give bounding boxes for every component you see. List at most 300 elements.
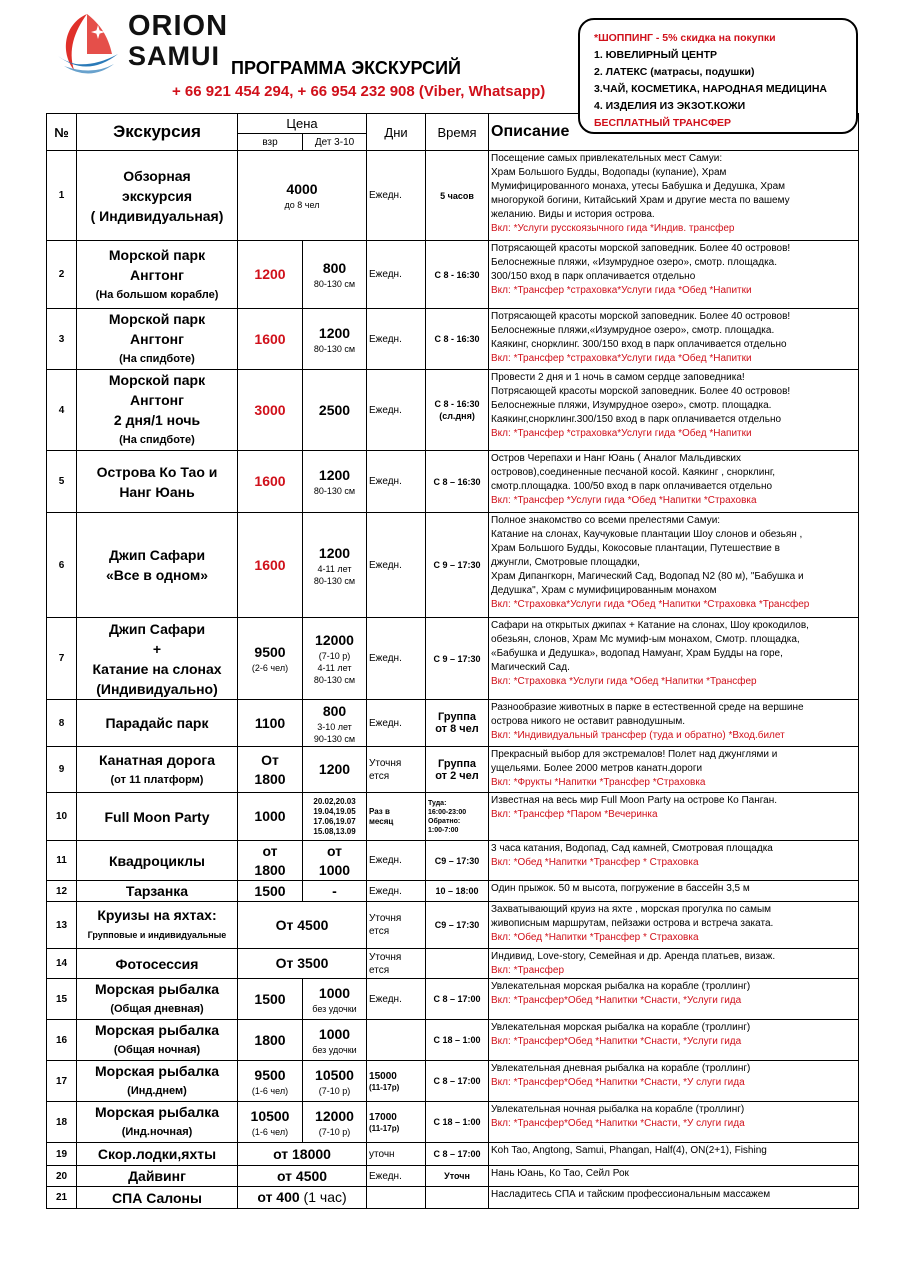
table-row [47, 309, 859, 370]
excursion-subtitle: (На спидботе) [119, 353, 195, 365]
description-line: Сафари на открытых джипах + Катание на слонах, Шоу крокодилов, [491, 620, 809, 631]
excursion-name [77, 841, 238, 881]
excursion-name [77, 1143, 238, 1166]
price-merged [238, 949, 367, 979]
price-child [303, 841, 367, 881]
description-cell [489, 513, 859, 618]
party-date: 17.06,19.07 [313, 816, 356, 826]
description-cell [489, 1020, 859, 1061]
description-line: Увлекательная дневная рыбалка на корабле (троллинг) [491, 1063, 751, 1074]
time-value: (сл.дня) [439, 411, 475, 421]
description-line: Полное знакомство со всеми прелестями Самуи: [491, 515, 721, 526]
days-cell [367, 451, 426, 513]
contact-phones: + 66 921 454 294, + 66 954 232 908 (Viber, Whatsapp) [172, 83, 546, 100]
description-line: джунгли, Смотровые площадки, [491, 557, 640, 568]
price-child-note: 80-130 см [313, 343, 356, 354]
shopping-item: 1. ЮВЕЛИРНЫЙ ЦЕНТР [594, 49, 718, 61]
price-adult-note: (1-6 чел) [251, 1126, 289, 1137]
days-cell [367, 881, 426, 902]
days-value: Ежедн. [369, 717, 402, 729]
excursion-name-line: Нанг Юань [119, 483, 195, 500]
time-cell [426, 747, 489, 793]
description-line: Посещение самых привлекательных мест Самуи: [491, 153, 723, 164]
table-row [47, 979, 859, 1020]
excursion-name [77, 881, 238, 902]
description-line: Насладитесь СПА и тайским профессиональным массажем [491, 1189, 771, 1200]
excursion-name-line: Джип Сафари [108, 547, 206, 563]
price-value [240, 916, 364, 935]
price-child [303, 370, 367, 451]
time-cell [426, 700, 489, 747]
description-cell [489, 309, 859, 370]
excursions-table [46, 113, 859, 1209]
description-line: 300/150 вход в парк оплачивается отдельно [491, 271, 696, 282]
days-cell [367, 793, 426, 841]
days-cell [367, 618, 426, 700]
excursion-name-line: «Все в одном» [105, 567, 209, 583]
price-adult [238, 618, 303, 700]
brand-name [128, 12, 228, 70]
time-value: С 18 – 1:00 [433, 1035, 481, 1045]
description-cell [489, 793, 859, 841]
row-number: 2 [47, 241, 77, 309]
price-amount: от 400 [257, 1189, 300, 1205]
days-value: Ежедн. [369, 476, 402, 487]
price-child [303, 241, 367, 309]
time-cell [426, 370, 489, 451]
price-child-note: без удочки [312, 1044, 357, 1055]
row-number: 20 [47, 1166, 77, 1187]
days-value: Ежедн. [369, 1170, 402, 1182]
time-value: Группа [438, 757, 476, 770]
time-value: Обратно: [428, 817, 461, 825]
description-cell [489, 618, 859, 700]
row-number: 4 [47, 370, 77, 451]
price-amount: От 4500 [275, 916, 329, 933]
description-line: Дедушка", Храм с мумифицированным монахом [491, 585, 717, 596]
row-number: 16 [47, 1020, 77, 1061]
row-number: 6 [47, 513, 77, 618]
excursion-name-line: Морская рыбалка [94, 1022, 220, 1038]
description-line: обезьян, слонов, Храм Мс мумиф-ым монахом, Смотр. площадка, [491, 634, 800, 645]
days-cell [367, 151, 426, 241]
time-value: Туда: [428, 799, 447, 807]
price-adult-value: 1600 [254, 473, 286, 489]
excursion-name-line: Ангтонг [130, 331, 184, 347]
time-value: 16:00-23:00 [428, 808, 467, 816]
time-cell [426, 1020, 489, 1061]
price-merged [238, 1187, 367, 1209]
shopping-box [578, 18, 858, 134]
row-number: 15 [47, 979, 77, 1020]
price-amount: От 3500 [275, 955, 329, 971]
price-child-value: 1200 [318, 467, 351, 483]
days-cell [367, 841, 426, 881]
table-row [47, 1187, 859, 1209]
price-child-value: 2500 [318, 401, 351, 418]
table-row [47, 841, 859, 881]
table-row [47, 700, 859, 747]
price-value [240, 954, 364, 973]
description-line: Катание на слонах, Каучуковые плантации Шоу слонов и обезьян , [491, 529, 803, 540]
description-line: Храм Дипангкорн, Магический Сад, Водопад N2 (80 м), "Бабушка и [491, 571, 804, 582]
included-services: Вкл: *Трансфер *Паром *Вечеринка [491, 809, 658, 820]
price-child-note: (7-10 р) [318, 1085, 351, 1096]
price-merged [238, 1166, 367, 1187]
included-services: Вкл: *Страховка *Услуги гида *Обед *Напитки *Трансфер [491, 676, 757, 687]
description-line: Один прыжок. 50 м высота, погружение в бассейн 3,5 м [491, 883, 750, 894]
description-cell [489, 902, 859, 949]
description-line: «Бабушка и Дедушка», водопад Намуанг, Храм Будды на горе, [491, 648, 783, 659]
description-line: Увлекательная морская рыбалка на корабле (троллинг) [491, 981, 751, 992]
excursion-subtitle: (от 11 платформ) [110, 773, 204, 786]
days-cell [367, 747, 426, 793]
days-cell [367, 1020, 426, 1061]
days-value: (11-17р) [369, 1123, 400, 1133]
excursion-name-line: Морской парк [108, 311, 206, 327]
time-cell [426, 1187, 489, 1209]
table-row [47, 370, 859, 451]
price-adult-value: 9500 [254, 644, 286, 660]
row-number: 13 [47, 902, 77, 949]
time-cell [426, 1102, 489, 1143]
price-child-note: 90-130 см [313, 733, 356, 744]
time-value: С9 – 17:30 [434, 855, 480, 866]
excursion-name-line: Круизы на яхтах: [97, 907, 217, 923]
days-value: Ежедн. [369, 993, 402, 1005]
time-value: С 18 – 1:00 [433, 1117, 481, 1127]
price-adult [238, 979, 303, 1020]
price-child-value: 1200 [318, 761, 351, 777]
table-row [47, 513, 859, 618]
excursion-name [77, 1061, 238, 1102]
header-excursion: Экскурсия [77, 114, 238, 151]
row-number: 19 [47, 1143, 77, 1166]
shopping-item: 3.ЧАЙ, КОСМЕТИКА, НАРОДНАЯ МЕДИЦИНА [594, 83, 827, 95]
price-merged [238, 151, 367, 241]
price-amount: 4000 [286, 181, 318, 197]
price-child [303, 618, 367, 700]
price-child-value: 1200 [318, 544, 351, 561]
time-value: С 9 – 17:30 [433, 653, 481, 664]
included-services: Вкл: *Фрукты *Напитки *Трансфер *Страховка [491, 777, 706, 788]
included-services: Вкл: *Трансфер*Обед *Напитки *Снасти, *У слуги гида [491, 1077, 745, 1088]
days-value: Уточня [369, 757, 402, 769]
description-line: Индивид, Love-story, Семейная и др. Аренда платьев, визаж. [491, 951, 776, 962]
price-value [240, 1145, 364, 1164]
price-child [303, 1061, 367, 1102]
price-child-note: (7-10 р) [318, 1126, 351, 1137]
description-cell [489, 451, 859, 513]
excursion-name [77, 747, 238, 793]
description-line: смотр.площадка. 100/50 вход в парк оплачивается отдельно [491, 481, 773, 492]
price-adult-value: 1600 [254, 556, 286, 573]
days-cell [367, 1187, 426, 1209]
excursion-name-line: Острова Ко Тао и [96, 463, 218, 480]
price-child [303, 793, 367, 841]
excursion-name-line: экскурсия [121, 187, 193, 204]
excursion-name-line: Морская рыбалка [94, 1104, 220, 1120]
row-number: 8 [47, 700, 77, 747]
party-date: 15.08,13.09 [313, 826, 356, 836]
price-child-note: 3-10 лет [317, 721, 352, 732]
description-line: Koh Tao, Angtong, Samui, Phangan, Half(4), ON(2+1), Fishing [491, 1145, 767, 1156]
description-line: Мумифицированного монаха, утесы Бабушка и Дедушка, Храм [491, 181, 786, 192]
price-child [303, 309, 367, 370]
days-value: Ежедн. [369, 653, 402, 664]
included-services: Вкл: *Обед *Напитки *Трансфер * Страховка [491, 932, 699, 943]
days-cell [367, 1143, 426, 1166]
price-child-value: 12000 [315, 632, 354, 648]
time-cell [426, 979, 489, 1020]
excursion-name-line: ( Индивидуальная) [90, 207, 224, 224]
price-child-note: 4-11 лет [317, 663, 352, 673]
days-value: 17000 [369, 1111, 397, 1123]
table-row [47, 1061, 859, 1102]
excursion-name-line: 2 дня/1 ночь [113, 412, 201, 428]
excursion-name-line: Канатная дорога [98, 751, 216, 768]
time-cell [426, 618, 489, 700]
description-line: Увлекательная ночная рыбалка на корабле (троллинг) [491, 1104, 745, 1115]
brand-line2: SAMUI [128, 41, 220, 71]
excursion-name-line: (Индивидуально) [96, 680, 218, 697]
price-adult-value: от [262, 842, 278, 859]
excursion-subtitle: (Общая дневная) [110, 1003, 204, 1015]
description-line: Белоснежные пляжи, «Изумрудное озеро», смотр. площадка. [491, 257, 778, 268]
time-cell [426, 949, 489, 979]
description-cell [489, 151, 859, 241]
included-services: Вкл: *Страховка*Услуги гида *Обед *Напитки *Страховка *Трансфер [491, 599, 810, 610]
excursion-name-line: СПА Салоны [112, 1189, 202, 1206]
description-line: Известная на весь мир Full Moon Party на острове Ко Панган. [491, 795, 778, 806]
description-line: ущельями. Более 2000 метров канатн.дороги [491, 763, 703, 774]
price-child-note: 80-130 см [313, 575, 356, 586]
included-services: Вкл: *Трансфер [491, 965, 564, 976]
time-cell [426, 241, 489, 309]
days-value: ется [369, 964, 390, 976]
excursion-name [77, 1020, 238, 1061]
description-line: островов),соединенные песчаной косой. Каякинг , снорклинг, [491, 467, 776, 478]
price-adult [238, 747, 303, 793]
price-merged [238, 1143, 367, 1166]
header-num: № [47, 114, 77, 151]
excursion-name-line: Ангтонг [130, 266, 184, 283]
page-title: ПРОГРАММА ЭКСКУРСИЙ [231, 58, 461, 78]
price-child-note: 4-11 лет [317, 563, 352, 574]
days-value: Ежедн. [369, 333, 402, 345]
header-time: Время [426, 114, 489, 151]
days-cell [367, 1102, 426, 1143]
price-child-note: 80-130 см [313, 486, 356, 496]
days-value: Ежедн. [369, 855, 402, 866]
description-cell [489, 881, 859, 902]
table-row [47, 793, 859, 841]
table-row [47, 1143, 859, 1166]
description-line: Каякинг,снорклинг.300/150 вход в парк оплачивается отдельно [491, 414, 782, 425]
price-child-value: 1000 [318, 1025, 351, 1042]
party-date: 20.02,20.03 [313, 796, 356, 806]
row-number: 1 [47, 151, 77, 241]
time-value: 5 часов [440, 190, 474, 201]
description-line: Прекрасный выбор для экстремалов! Полет над джунглями и [491, 749, 778, 760]
table-row [47, 1102, 859, 1143]
time-cell [426, 1143, 489, 1166]
header-child: Дет 3-10 [303, 134, 367, 151]
time-cell [426, 1061, 489, 1102]
party-date: 19.04,19.05 [313, 806, 356, 816]
description-cell [489, 747, 859, 793]
time-value: С 8 – 16:30 [433, 476, 481, 487]
included-services: Вкл: *Трансфер*Обед *Напитки *Снасти, *У слуги гида [491, 1118, 745, 1129]
days-value: 15000 [369, 1070, 397, 1082]
price-adult [238, 1020, 303, 1061]
time-cell [426, 793, 489, 841]
days-value: Ежедн. [369, 404, 402, 416]
price-child [303, 1102, 367, 1143]
price-child-value: 800 [322, 260, 347, 276]
description-cell [489, 700, 859, 747]
price-child [303, 1020, 367, 1061]
price-adult-note: (2-6 чел) [251, 663, 289, 673]
included-services: Вкл: *Трансфер *страховка*Услуги гида *Обед *Напитки [491, 428, 752, 439]
price-adult [238, 241, 303, 309]
days-value: ется [369, 770, 390, 782]
table-row [47, 451, 859, 513]
price-note: до 8 чел [284, 200, 320, 210]
time-cell [426, 151, 489, 241]
description-line: Храм Большого Будды, Кокосовые плантации, Путешествие в [491, 543, 780, 554]
excursion-subtitle: (На спидботе) [119, 434, 195, 446]
price-suffix: (1 час) [299, 1189, 347, 1205]
price-child-value: 1000 [318, 984, 351, 1001]
description-line: живописным маршрутам, пейзажи острова и встреча заката. [491, 918, 774, 929]
days-cell [367, 513, 426, 618]
price-adult-note: (1-6 чел) [251, 1085, 289, 1096]
description-line: Храм Большого Будды, Водопады (купание), Храм [491, 167, 727, 178]
days-cell [367, 1061, 426, 1102]
days-value: месяц [369, 816, 394, 826]
time-value: от 2 чел [435, 769, 479, 782]
description-cell [489, 370, 859, 451]
excursion-name-line: Фотосессия [115, 955, 199, 972]
description-line: Потрясающей красоты морской заповедник. Более 40 островов! [491, 386, 791, 397]
price-child [303, 513, 367, 618]
price-child [303, 979, 367, 1020]
price-adult [238, 309, 303, 370]
price-adult-value: От [261, 751, 279, 768]
excursion-name [77, 151, 238, 241]
price-child-value: 800 [322, 702, 347, 719]
excursion-name [77, 1166, 238, 1187]
excursion-name [77, 1102, 238, 1143]
price-amount: от 18000 [273, 1145, 331, 1162]
price-adult-value: 1000 [254, 808, 286, 824]
days-value: Ежедн. [369, 269, 402, 280]
price-adult [238, 513, 303, 618]
excursion-subtitle: Групповые и индивидуальные [87, 930, 227, 940]
excursion-name [77, 241, 238, 309]
table-row [47, 1166, 859, 1187]
price-adult-value: 1600 [254, 330, 286, 347]
included-services: Вкл: *Трансфер*Обед *Напитки *Снасти, *Услуги гида [491, 1036, 742, 1047]
included-services: Вкл: *Трансфер*Обед *Напитки *Снасти, *Услуги гида [491, 995, 742, 1006]
time-value: С 8 - 16:30 [434, 334, 480, 344]
excursion-name [77, 902, 238, 949]
description-line: 3 часа катания, Водопад, Сад камней, Смотровая площадка [491, 843, 773, 854]
shopping-item: 2. ЛАТЕКС (матрасы, подушки) [594, 66, 755, 78]
shopping-title: *ШОППИНГ - 5% скидка на покупки [594, 32, 776, 44]
row-number: 10 [47, 793, 77, 841]
price-adult [238, 700, 303, 747]
price-child-note: (7-10 р) [318, 651, 351, 661]
description-line: Потрясающей красоты морской заповедник. Более 40 островов! [491, 311, 791, 322]
price-child [303, 747, 367, 793]
table-row [47, 1020, 859, 1061]
price-adult-value: 1800 [254, 1031, 286, 1048]
header-adult: взр [238, 134, 303, 151]
brand-line1: ORION [128, 10, 229, 42]
table-row [47, 241, 859, 309]
price-adult-value: 10500 [250, 1107, 290, 1124]
days-value: ется [369, 926, 390, 937]
price-adult [238, 1061, 303, 1102]
description-cell [489, 1102, 859, 1143]
price-adult-value: 1200 [254, 266, 286, 282]
price-adult-value: 9500 [254, 1066, 286, 1083]
excursion-subtitle: (Инд.ночная) [121, 1126, 193, 1138]
description-line: Потрясающей красоты морской заповедник. Более 40 островов! [491, 243, 791, 254]
description-line: Остров Черепахи и Нанг Юань ( Аналог Мальдивских [491, 453, 741, 464]
row-number: 3 [47, 309, 77, 370]
row-number: 21 [47, 1187, 77, 1209]
price-adult-value: 1500 [254, 882, 286, 899]
price-adult-value: 3000 [254, 401, 286, 418]
description-line: желанию. Виды и история острова. [491, 209, 655, 220]
table-row [47, 747, 859, 793]
price-adult-value: 1100 [254, 714, 286, 731]
days-cell [367, 241, 426, 309]
days-cell [367, 902, 426, 949]
price-adult-value: 1800 [254, 770, 286, 787]
price-child-value: 1000 [318, 861, 351, 878]
days-value: Ежедн. [369, 885, 402, 897]
price-value [240, 1188, 364, 1207]
excursion-name-line: + [152, 640, 162, 657]
excursion-name-line: Морская рыбалка [94, 1063, 220, 1079]
excursion-name-line: Дайвинг [128, 1168, 186, 1184]
included-services: Вкл: *Трансфер *Услуги гида *Обед *Напитки *Страховка [491, 495, 757, 506]
excursion-subtitle: (Общая ночная) [113, 1044, 201, 1056]
excursion-name-line: Квадроциклы [109, 852, 205, 869]
price-amount: от 4500 [276, 1167, 328, 1184]
excursion-name [77, 1187, 238, 1209]
excursion-name-line: Ангтонг [130, 392, 184, 408]
row-number: 11 [47, 841, 77, 881]
days-cell [367, 979, 426, 1020]
price-child-value: 1200 [318, 324, 351, 341]
price-child-note: без удочки [312, 1003, 357, 1014]
description-cell [489, 1061, 859, 1102]
days-cell [367, 309, 426, 370]
price-adult [238, 451, 303, 513]
days-cell [367, 370, 426, 451]
time-value: 1:00-7:00 [428, 826, 459, 834]
time-value: от 8 чел [435, 723, 479, 735]
time-value: С 8 - 16:30 [434, 269, 480, 280]
included-services: Вкл: *Трансфер *страховка*Услуги гида *Обед *Напитки [491, 285, 752, 296]
days-value: Уточня [369, 913, 402, 924]
included-services: Вкл: *Индивидуальный трансфер (туда и обратно) *Вход.билет [491, 730, 785, 741]
